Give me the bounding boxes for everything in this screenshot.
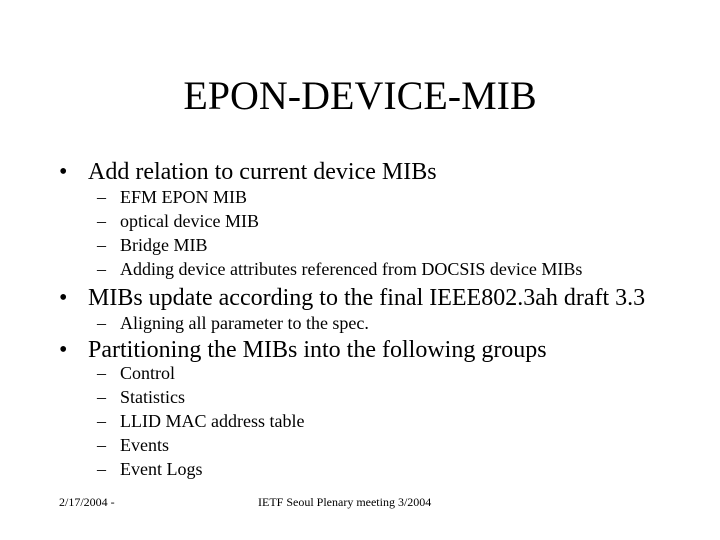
sub-item — [97, 362, 175, 384]
bullet-item — [59, 158, 437, 186]
sub-item — [97, 386, 185, 408]
bullet-text: MIBs update according to the final IEEE802.3ah draft 3.3 — [88, 285, 646, 311]
dash-icon: – — [97, 387, 106, 407]
sub-item-text: EFM EPON MIB — [120, 187, 248, 207]
dash-icon: – — [97, 187, 106, 207]
sub-item — [97, 210, 259, 232]
bullet-dot-icon: • — [59, 337, 68, 363]
sub-item — [97, 410, 304, 432]
sub-item-text: Bridge MIB — [120, 235, 208, 255]
bullet-dot-icon: • — [59, 159, 68, 185]
dash-icon: – — [97, 435, 106, 455]
dash-icon: – — [97, 235, 106, 255]
footer-meeting: IETF Seoul Plenary meeting 3/2004 — [258, 495, 432, 509]
bullet-dot-icon: • — [59, 285, 68, 311]
bullet-item — [59, 284, 645, 312]
dash-icon: – — [97, 211, 106, 231]
sub-item-text: Events — [120, 435, 169, 455]
sub-item — [97, 186, 247, 208]
sub-item-text: optical device MIB — [120, 211, 259, 231]
bullet-text: Partitioning the MIBs into the following groups — [88, 337, 547, 363]
sub-item — [97, 434, 169, 456]
sub-item-text: Control — [120, 363, 176, 383]
sub-item-text: Statistics — [120, 387, 186, 407]
dash-icon: – — [97, 363, 106, 383]
sub-item-text: Aligning all parameter to the spec. — [120, 313, 369, 333]
sub-item — [97, 458, 203, 480]
sub-item — [97, 312, 369, 334]
dash-icon: – — [97, 411, 106, 431]
sub-item — [97, 234, 208, 256]
bullet-text: Add relation to current device MIBs — [88, 159, 437, 185]
sub-item-text: LLID MAC address table — [120, 411, 305, 431]
sub-item-text: Event Logs — [120, 459, 203, 479]
sub-item — [97, 258, 582, 280]
dash-icon: – — [97, 259, 106, 279]
slide-title: EPON-DEVICE-MIB — [183, 73, 537, 118]
dash-icon: – — [97, 313, 106, 333]
sub-item-text: Adding device attributes referenced from DOCSIS device MIBs — [120, 259, 583, 279]
dash-icon: – — [97, 459, 106, 479]
footer-date: 2/17/2004 - — [59, 495, 115, 509]
bullet-item — [59, 336, 547, 364]
